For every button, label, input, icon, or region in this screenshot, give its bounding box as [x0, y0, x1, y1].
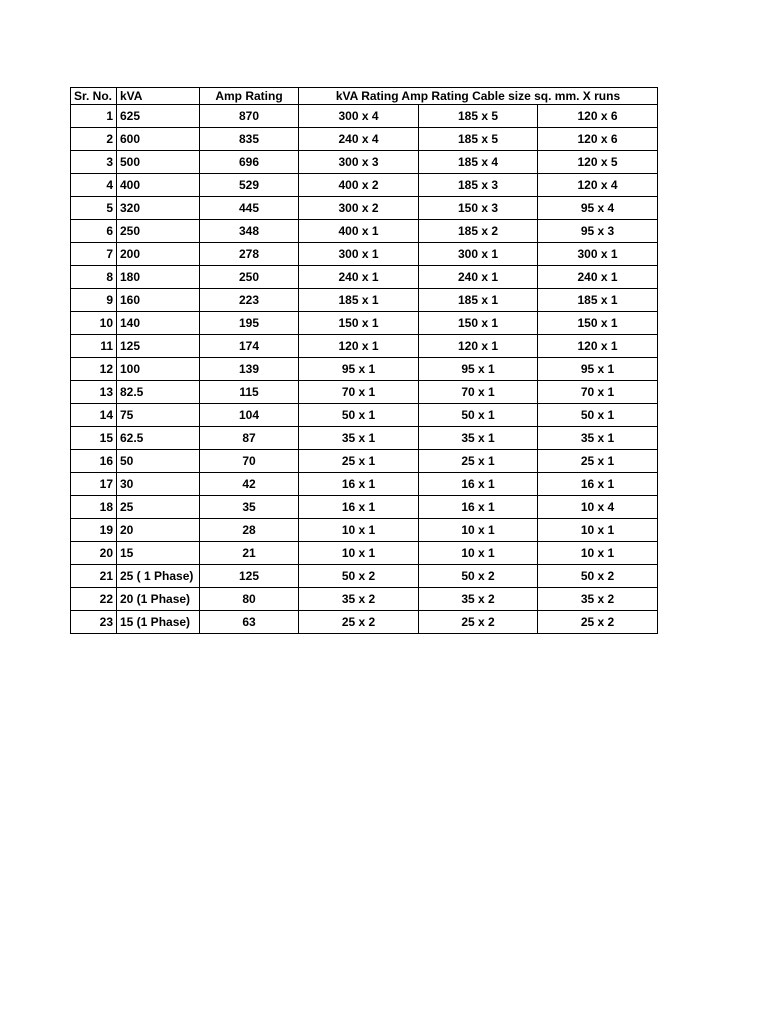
kva-cell: 20 (1 Phase): [117, 588, 200, 611]
cable-size-cell-1: 95 x 1: [299, 358, 419, 381]
cable-size-cell-2: 25 x 2: [419, 611, 538, 634]
table-row: [71, 427, 658, 450]
header-cable-size-group: kVA Rating Amp Rating Cable size sq. mm. X runs: [299, 88, 658, 105]
table-row: [71, 105, 658, 128]
cable-size-cell-1: 300 x 2: [299, 197, 419, 220]
cable-size-cell-3: 25 x 1: [538, 450, 658, 473]
kva-cell: 600: [117, 128, 200, 151]
sr-no-cell: 9: [71, 289, 117, 312]
cable-size-cell-1: 50 x 1: [299, 404, 419, 427]
table-row: [71, 197, 658, 220]
table-row: [71, 289, 658, 312]
header-amp-rating: Amp Rating: [200, 88, 299, 105]
cable-size-cell-2: 35 x 2: [419, 588, 538, 611]
cable-size-cell-1: 70 x 1: [299, 381, 419, 404]
cable-size-cell-3: 300 x 1: [538, 243, 658, 266]
cable-size-cell-2: 16 x 1: [419, 473, 538, 496]
cable-size-cell-2: 95 x 1: [419, 358, 538, 381]
sr-no-cell: 20: [71, 542, 117, 565]
cable-size-cell-3: 120 x 6: [538, 128, 658, 151]
cable-size-cell-2: 185 x 5: [419, 105, 538, 128]
kva-cell: 125: [117, 335, 200, 358]
kva-cell: 160: [117, 289, 200, 312]
cable-size-cell-1: 400 x 1: [299, 220, 419, 243]
cable-size-cell-2: 10 x 1: [419, 519, 538, 542]
header-sr-no: Sr. No.: [71, 88, 117, 105]
cable-size-cell-3: 50 x 2: [538, 565, 658, 588]
sr-no-cell: 13: [71, 381, 117, 404]
table-row: [71, 381, 658, 404]
cable-size-cell-3: 95 x 4: [538, 197, 658, 220]
cable-size-cell-2: 150 x 1: [419, 312, 538, 335]
table-row: [71, 496, 658, 519]
cable-size-cell-1: 240 x 1: [299, 266, 419, 289]
amp-rating-cell: 87: [200, 427, 299, 450]
cable-size-cell-2: 300 x 1: [419, 243, 538, 266]
kva-cell: 75: [117, 404, 200, 427]
sr-no-cell: 23: [71, 611, 117, 634]
cable-size-cell-3: 10 x 4: [538, 496, 658, 519]
cable-size-cell-1: 50 x 2: [299, 565, 419, 588]
kva-cell: 50: [117, 450, 200, 473]
sr-no-cell: 3: [71, 151, 117, 174]
kva-cell: 200: [117, 243, 200, 266]
table-row: [71, 611, 658, 634]
cable-size-cell-2: 25 x 1: [419, 450, 538, 473]
amp-rating-cell: 223: [200, 289, 299, 312]
amp-rating-cell: 80: [200, 588, 299, 611]
sr-no-cell: 18: [71, 496, 117, 519]
table-row: [71, 358, 658, 381]
table-row: [71, 542, 658, 565]
amp-rating-cell: 125: [200, 565, 299, 588]
cable-size-table: [70, 87, 658, 634]
amp-rating-cell: 104: [200, 404, 299, 427]
cable-size-cell-3: 120 x 5: [538, 151, 658, 174]
cable-size-cell-2: 70 x 1: [419, 381, 538, 404]
cable-size-cell-1: 25 x 2: [299, 611, 419, 634]
kva-cell: 180: [117, 266, 200, 289]
amp-rating-cell: 278: [200, 243, 299, 266]
amp-rating-cell: 63: [200, 611, 299, 634]
cable-size-cell-2: 240 x 1: [419, 266, 538, 289]
amp-rating-cell: 348: [200, 220, 299, 243]
table-row: [71, 565, 658, 588]
amp-rating-cell: 42: [200, 473, 299, 496]
cable-size-cell-2: 185 x 3: [419, 174, 538, 197]
kva-cell: 400: [117, 174, 200, 197]
cable-size-cell-3: 25 x 2: [538, 611, 658, 634]
sr-no-cell: 16: [71, 450, 117, 473]
sr-no-cell: 2: [71, 128, 117, 151]
sr-no-cell: 12: [71, 358, 117, 381]
kva-cell: 62.5: [117, 427, 200, 450]
amp-rating-cell: 115: [200, 381, 299, 404]
cable-size-cell-2: 35 x 1: [419, 427, 538, 450]
sr-no-cell: 22: [71, 588, 117, 611]
cable-size-cell-3: 185 x 1: [538, 289, 658, 312]
kva-cell: 25 ( 1 Phase): [117, 565, 200, 588]
header-row: [71, 88, 658, 105]
cable-size-cell-1: 16 x 1: [299, 496, 419, 519]
kva-cell: 25: [117, 496, 200, 519]
table-row: [71, 312, 658, 335]
cable-size-cell-1: 400 x 2: [299, 174, 419, 197]
table-row: [71, 404, 658, 427]
amp-rating-cell: 70: [200, 450, 299, 473]
cable-size-cell-2: 185 x 4: [419, 151, 538, 174]
cable-size-cell-3: 120 x 1: [538, 335, 658, 358]
cable-size-cell-1: 150 x 1: [299, 312, 419, 335]
cable-size-cell-1: 185 x 1: [299, 289, 419, 312]
sr-no-cell: 1: [71, 105, 117, 128]
kva-cell: 30: [117, 473, 200, 496]
cable-size-cell-1: 16 x 1: [299, 473, 419, 496]
cable-size-cell-2: 185 x 2: [419, 220, 538, 243]
cable-size-cell-3: 50 x 1: [538, 404, 658, 427]
table-row: [71, 220, 658, 243]
sr-no-cell: 21: [71, 565, 117, 588]
amp-rating-cell: 445: [200, 197, 299, 220]
sr-no-cell: 17: [71, 473, 117, 496]
cable-size-cell-1: 120 x 1: [299, 335, 419, 358]
cable-size-cell-2: 150 x 3: [419, 197, 538, 220]
cable-size-cell-3: 95 x 1: [538, 358, 658, 381]
cable-size-cell-3: 10 x 1: [538, 542, 658, 565]
sr-no-cell: 6: [71, 220, 117, 243]
table-row: [71, 266, 658, 289]
cable-size-cell-1: 10 x 1: [299, 542, 419, 565]
cable-size-cell-2: 120 x 1: [419, 335, 538, 358]
table-row: [71, 450, 658, 473]
sr-no-cell: 8: [71, 266, 117, 289]
kva-cell: 15: [117, 542, 200, 565]
cable-size-cell-1: 25 x 1: [299, 450, 419, 473]
kva-cell: 82.5: [117, 381, 200, 404]
table-row: [71, 243, 658, 266]
kva-cell: 20: [117, 519, 200, 542]
kva-cell: 320: [117, 197, 200, 220]
table-row: [71, 128, 658, 151]
cable-size-cell-2: 185 x 5: [419, 128, 538, 151]
cable-size-cell-3: 95 x 3: [538, 220, 658, 243]
cable-size-cell-3: 35 x 2: [538, 588, 658, 611]
sr-no-cell: 10: [71, 312, 117, 335]
sr-no-cell: 11: [71, 335, 117, 358]
amp-rating-cell: 835: [200, 128, 299, 151]
cable-size-cell-1: 35 x 2: [299, 588, 419, 611]
sr-no-cell: 4: [71, 174, 117, 197]
cable-size-cell-3: 16 x 1: [538, 473, 658, 496]
sr-no-cell: 7: [71, 243, 117, 266]
table-row: [71, 473, 658, 496]
kva-cell: 100: [117, 358, 200, 381]
table-row: [71, 174, 658, 197]
amp-rating-cell: 870: [200, 105, 299, 128]
amp-rating-cell: 28: [200, 519, 299, 542]
amp-rating-cell: 529: [200, 174, 299, 197]
cable-size-cell-1: 240 x 4: [299, 128, 419, 151]
cable-size-cell-1: 300 x 4: [299, 105, 419, 128]
cable-size-cell-3: 70 x 1: [538, 381, 658, 404]
cable-size-cell-1: 10 x 1: [299, 519, 419, 542]
cable-size-cell-1: 35 x 1: [299, 427, 419, 450]
table-body: [71, 105, 658, 634]
amp-rating-cell: 195: [200, 312, 299, 335]
cable-size-cell-2: 185 x 1: [419, 289, 538, 312]
sr-no-cell: 14: [71, 404, 117, 427]
table-row: [71, 588, 658, 611]
cable-size-cell-2: 16 x 1: [419, 496, 538, 519]
amp-rating-cell: 21: [200, 542, 299, 565]
cable-size-cell-3: 10 x 1: [538, 519, 658, 542]
sr-no-cell: 15: [71, 427, 117, 450]
kva-cell: 625: [117, 105, 200, 128]
cable-size-cell-2: 10 x 1: [419, 542, 538, 565]
table-row: [71, 519, 658, 542]
sr-no-cell: 19: [71, 519, 117, 542]
kva-cell: 500: [117, 151, 200, 174]
header-kva: kVA: [117, 88, 200, 105]
cable-size-cell-2: 50 x 1: [419, 404, 538, 427]
cable-size-cell-1: 300 x 3: [299, 151, 419, 174]
cable-size-cell-3: 150 x 1: [538, 312, 658, 335]
cable-size-cell-3: 120 x 4: [538, 174, 658, 197]
cable-size-cell-2: 50 x 2: [419, 565, 538, 588]
kva-cell: 250: [117, 220, 200, 243]
amp-rating-cell: 35: [200, 496, 299, 519]
cable-size-cell-3: 35 x 1: [538, 427, 658, 450]
kva-cell: 15 (1 Phase): [117, 611, 200, 634]
sr-no-cell: 5: [71, 197, 117, 220]
table-row: [71, 151, 658, 174]
cable-size-sheet: [70, 87, 657, 634]
cable-size-cell-3: 120 x 6: [538, 105, 658, 128]
table-row: [71, 335, 658, 358]
cable-size-cell-3: 240 x 1: [538, 266, 658, 289]
amp-rating-cell: 250: [200, 266, 299, 289]
amp-rating-cell: 139: [200, 358, 299, 381]
amp-rating-cell: 174: [200, 335, 299, 358]
cable-size-cell-1: 300 x 1: [299, 243, 419, 266]
kva-cell: 140: [117, 312, 200, 335]
amp-rating-cell: 696: [200, 151, 299, 174]
